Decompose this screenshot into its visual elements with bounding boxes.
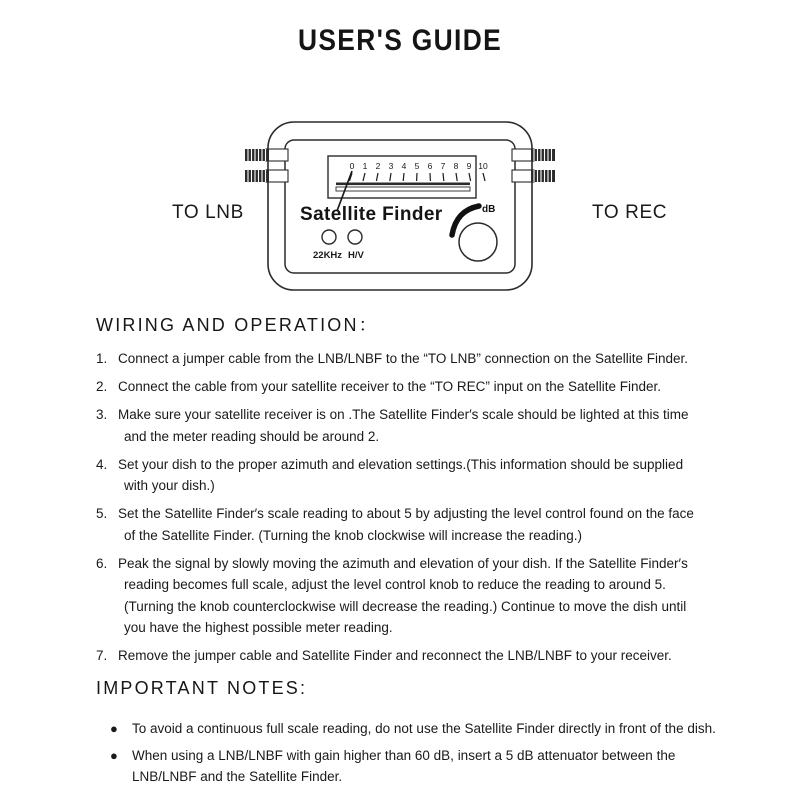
connector-left-upper-base — [266, 149, 288, 161]
wiring-steps-list — [96, 348, 736, 673]
step-text — [118, 348, 736, 370]
page-title: USER'S GUIDE — [297, 24, 503, 57]
device-diagram — [0, 108, 800, 303]
step-number: 2. — [96, 379, 108, 394]
list-item — [110, 718, 750, 740]
list-item — [96, 454, 736, 497]
step-number: 5. — [96, 506, 108, 521]
connector-right-upper-base — [512, 149, 534, 161]
list-item — [110, 745, 750, 788]
step-text — [118, 376, 736, 398]
step-text — [118, 553, 736, 639]
step-number: 7. — [96, 648, 108, 663]
meter-tick-label-4: 4 — [401, 161, 407, 171]
important-notes-list — [110, 718, 750, 793]
port-label-to-lnb: TO LNB — [172, 202, 244, 223]
meter-tick-label-2: 2 — [375, 161, 381, 171]
note-text — [132, 745, 750, 788]
wiring-section-heading: WIRING AND OPERATION： — [96, 315, 379, 335]
port-label-to-rec: TO REC — [592, 202, 668, 223]
step-line: Remove the jumper cable and Satellite Finder and reconnect the LNB/LNBF to your receiver. — [118, 648, 672, 663]
note-line: To avoid a continuous full scale reading, do not use the Satellite Finder directly in front of the dish. — [132, 721, 716, 736]
connector-left-lower-base — [266, 170, 288, 182]
connector-right-lower-base — [512, 170, 534, 182]
notes-section-heading: IMPORTANT NOTES: — [96, 678, 308, 698]
step-line: Set your dish to the proper azimuth and elevation settings.(This information should be supplied — [118, 456, 684, 472]
note-line: LNB/LNBF and the Satellite Finder. — [132, 769, 343, 784]
step-line: (Turning the knob counterclockwise will decrease the reading.) Continue to move the dish until — [124, 598, 687, 614]
list-item — [96, 553, 736, 639]
step-line: Set the Satellite Finder′s scale reading to about 5 by adjusting the level control found on the face — [118, 506, 694, 521]
step-line: Peak the signal by slowly moving the azimuth and elevation of your dish. If the Satellite Finder′s — [118, 555, 688, 571]
device-brand-label: Satellite Finder — [300, 204, 443, 225]
meter-tick-label-8: 8 — [453, 161, 459, 171]
satellite-finder-illustration — [0, 108, 800, 303]
led-22khz-label: 22KHz — [313, 250, 343, 261]
meter-tick-label-6: 6 — [427, 161, 433, 171]
led-22khz-icon — [322, 230, 336, 244]
meter-tick-label-1: 1 — [362, 161, 368, 171]
step-line: reading becomes full scale, adjust the level control knob to reduce the reading to around 5. — [124, 577, 666, 592]
meter-tick-label-10: 10 — [478, 161, 488, 171]
step-text — [118, 404, 736, 447]
step-line: Make sure your satellite receiver is on .The Satellite Finder′s scale should be lighted at this time — [118, 407, 689, 422]
level-control-knob[interactable] — [459, 223, 497, 261]
list-item — [96, 645, 736, 667]
bullet-icon: ● — [110, 721, 118, 736]
step-line: you have the highest possible meter reading. — [124, 620, 393, 635]
step-line: Connect a jumper cable from the LNB/LNBF to the “TO LNB” connection on the Satellite Finder. — [118, 351, 689, 366]
bullet-icon: ● — [110, 747, 118, 763]
meter-tick-label-0: 0 — [349, 161, 355, 171]
list-item — [96, 376, 736, 398]
knob-db-label: dB — [482, 204, 496, 215]
step-line: with your dish.) — [124, 478, 215, 493]
list-item — [96, 404, 736, 447]
step-text — [118, 454, 736, 497]
step-text — [118, 503, 736, 546]
note-text — [132, 718, 750, 740]
step-text — [118, 645, 736, 667]
meter-tick-label-9: 9 — [466, 161, 472, 171]
meter-tick-label-3: 3 — [388, 161, 394, 171]
step-line: and the meter reading should be around 2. — [124, 428, 380, 444]
led-hv-label: H/V — [348, 250, 364, 261]
meter-scale-bar-upper — [336, 183, 470, 186]
step-line: Connect the cable from your satellite receiver to the “TO REC” input on the Satellite Finder. — [118, 379, 662, 394]
step-number: 3. — [96, 407, 108, 422]
led-hv-icon — [348, 230, 362, 244]
step-number: 4. — [96, 456, 108, 472]
step-number: 1. — [96, 351, 108, 366]
step-number: 6. — [96, 555, 108, 571]
list-item — [96, 503, 736, 546]
step-line: of the Satellite Finder. (Turning the knob clockwise will increase the reading.) — [124, 527, 582, 543]
meter-scale-bar-lower — [336, 187, 470, 191]
meter-scale-bars — [336, 183, 470, 192]
meter-tick-label-7: 7 — [440, 161, 446, 171]
list-item — [96, 348, 736, 370]
meter-tick-label-5: 5 — [414, 161, 420, 171]
note-line: When using a LNB/LNBF with gain higher than 60 dB, insert a 5 dB attenuator between the — [132, 747, 676, 763]
